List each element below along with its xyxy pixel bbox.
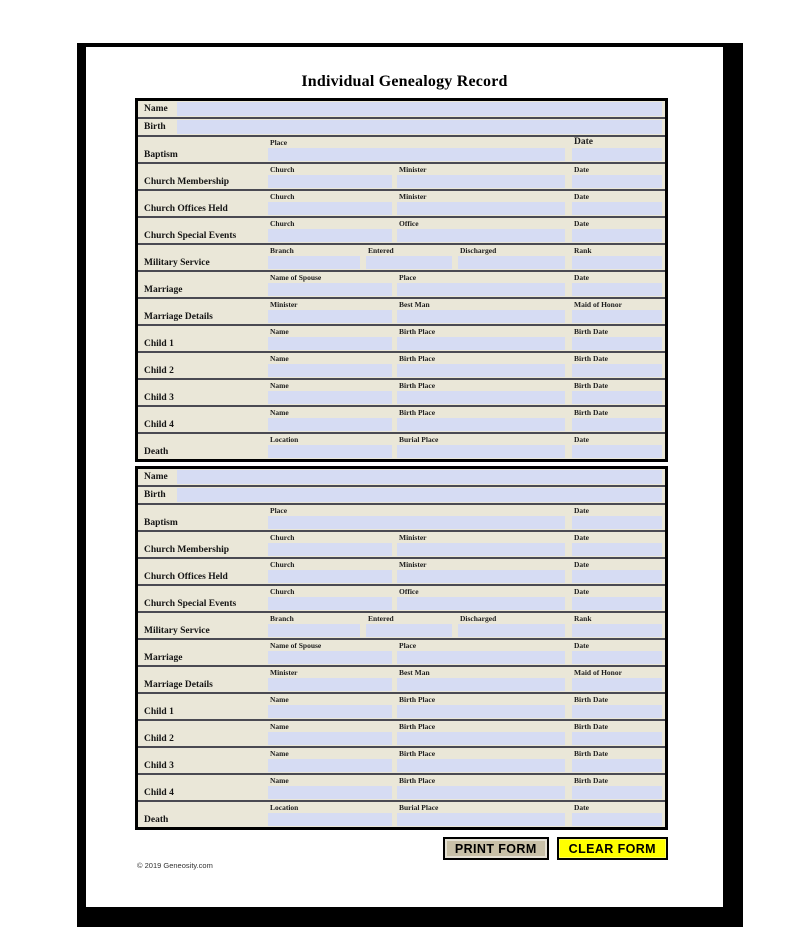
s1-child-1-birth-date-input[interactable]: [572, 337, 662, 350]
s2-baptism-date-input[interactable]: [572, 516, 662, 529]
row-name: [138, 469, 665, 485]
row-label: Child 1: [144, 339, 174, 349]
s1-marriage-date-input[interactable]: [572, 283, 662, 296]
field-label: Date: [574, 137, 593, 147]
field-label: Name: [270, 354, 289, 363]
field-label: Location: [270, 803, 299, 812]
s1-church-offices-held-church-input[interactable]: [268, 202, 392, 215]
field-label: Discharged: [460, 614, 497, 623]
field-label: Name: [270, 408, 289, 417]
s1-child-2-name-input[interactable]: [268, 364, 392, 377]
s2-name-input[interactable]: [177, 470, 662, 484]
s2-child-2-name-input[interactable]: [268, 732, 392, 745]
s1-child-1-name-input[interactable]: [268, 337, 392, 350]
s2-child-3-name-input[interactable]: [268, 759, 392, 772]
s1-marriage-details-maid-of-honor-input[interactable]: [572, 310, 662, 323]
field-label: Name: [270, 381, 289, 390]
row-label: Child 3: [144, 761, 174, 771]
row-label: Church Offices Held: [144, 572, 228, 582]
s1-church-special-events-office-input[interactable]: [397, 229, 565, 242]
row-child-1: [138, 692, 665, 719]
genealogy-form-section-2: [135, 466, 668, 830]
s1-child-3-birth-date-input[interactable]: [572, 391, 662, 404]
s2-baptism-place-input[interactable]: [268, 516, 565, 529]
row-label: Marriage: [144, 285, 183, 295]
row-label: Child 3: [144, 393, 174, 403]
field-label: Date: [574, 533, 589, 542]
row-label: Marriage Details: [144, 680, 213, 690]
footer-row: [135, 837, 668, 870]
row-baptism: [138, 503, 665, 530]
field-label: Date: [574, 560, 589, 569]
field-label: Date: [574, 192, 589, 201]
document-page: [77, 43, 743, 927]
field-label: Burial Place: [399, 803, 439, 812]
field-label: Birth Date: [574, 327, 608, 336]
field-label: Burial Place: [399, 435, 439, 444]
row-label: Baptism: [144, 518, 178, 528]
field-label: Birth Date: [574, 381, 608, 390]
s1-child-1-birth-place-input[interactable]: [397, 337, 565, 350]
field-label: Office: [399, 219, 419, 228]
row-label: Church Special Events: [144, 231, 237, 241]
s2-child-1-birth-place-input[interactable]: [397, 705, 565, 718]
field-label: Rank: [574, 246, 592, 255]
s2-child-4-name-input[interactable]: [268, 786, 392, 799]
field-label: Entered: [368, 246, 394, 255]
s2-death-date-input[interactable]: [572, 813, 662, 826]
field-label: Date: [574, 273, 589, 282]
field-label: Date: [574, 219, 589, 228]
row-label: Name: [144, 472, 168, 482]
row-label: Death: [144, 815, 169, 825]
s2-marriage-details-minister-input[interactable]: [268, 678, 392, 691]
s1-death-date-input[interactable]: [572, 445, 662, 458]
field-label: Minister: [270, 668, 298, 677]
s2-death-burial-place-input[interactable]: [397, 813, 565, 826]
s2-child-1-birth-date-input[interactable]: [572, 705, 662, 718]
row-child-1: [138, 324, 665, 351]
s1-baptism-date-input[interactable]: [572, 148, 662, 161]
field-label: Discharged: [460, 246, 497, 255]
field-label: Date: [574, 435, 589, 444]
s1-child-2-birth-date-input[interactable]: [572, 364, 662, 377]
s1-church-offices-held-date-input[interactable]: [572, 202, 662, 215]
s2-child-4-birth-place-input[interactable]: [397, 786, 565, 799]
row-death: [138, 800, 665, 827]
row-child-3: [138, 378, 665, 405]
row-church-membership: [138, 162, 665, 189]
field-label: Birth Date: [574, 408, 608, 417]
field-label: Location: [270, 435, 299, 444]
s1-child-4-birth-place-input[interactable]: [397, 418, 565, 431]
row-church-offices-held: [138, 557, 665, 584]
field-label: Birth Date: [574, 695, 608, 704]
s1-military-service-rank-input[interactable]: [572, 256, 662, 269]
field-label: Date: [574, 165, 589, 174]
row-military-service: [138, 243, 665, 270]
field-label: Place: [399, 641, 417, 650]
row-label: Church Special Events: [144, 599, 237, 609]
field-label: Branch: [270, 614, 294, 623]
field-label: Birth Place: [399, 327, 436, 336]
s1-marriage-place-input[interactable]: [397, 283, 565, 296]
s2-marriage-date-input[interactable]: [572, 651, 662, 664]
s2-child-2-birth-place-input[interactable]: [397, 732, 565, 745]
s1-church-membership-date-input[interactable]: [572, 175, 662, 188]
field-label: Name: [270, 776, 289, 785]
s2-child-1-name-input[interactable]: [268, 705, 392, 718]
field-label: Name: [270, 722, 289, 731]
s2-military-service-rank-input[interactable]: [572, 624, 662, 637]
field-label: Birth Place: [399, 408, 436, 417]
field-label: Birth Place: [399, 354, 436, 363]
row-birth: [138, 485, 665, 503]
field-label: Church: [270, 560, 295, 569]
s1-child-4-birth-date-input[interactable]: [572, 418, 662, 431]
row-name: [138, 101, 665, 117]
field-label: Date: [574, 506, 589, 515]
form-area: [135, 98, 668, 870]
row-label: Church Offices Held: [144, 204, 228, 214]
row-child-4: [138, 405, 665, 432]
s2-marriage-name-of-spouse-input[interactable]: [268, 651, 392, 664]
s2-church-special-events-office-input[interactable]: [397, 597, 565, 610]
s2-child-3-birth-date-input[interactable]: [572, 759, 662, 772]
field-label: Church: [270, 587, 295, 596]
field-label: Birth Place: [399, 776, 436, 785]
field-label: Birth Place: [399, 722, 436, 731]
copyright-text: © 2019 Geneosity.com: [137, 861, 213, 870]
clear-form-button[interactable]: CLEAR FORM: [557, 837, 668, 860]
field-label: Name: [270, 749, 289, 758]
field-label: Minister: [399, 560, 427, 569]
field-label: Best Man: [399, 300, 430, 309]
row-label: Military Service: [144, 258, 210, 268]
print-form-button[interactable]: PRINT FORM: [443, 837, 549, 860]
row-death: [138, 432, 665, 459]
row-child-2: [138, 719, 665, 746]
s2-church-special-events-church-input[interactable]: [268, 597, 392, 610]
s1-marriage-details-best-man-input[interactable]: [397, 310, 565, 323]
row-label: Child 4: [144, 420, 174, 430]
s2-child-2-birth-date-input[interactable]: [572, 732, 662, 745]
s1-child-2-birth-place-input[interactable]: [397, 364, 565, 377]
s2-military-service-branch-input[interactable]: [268, 624, 360, 637]
field-label: Maid of Honor: [574, 300, 622, 309]
field-label: Office: [399, 587, 419, 596]
s2-church-membership-date-input[interactable]: [572, 543, 662, 556]
row-child-4: [138, 773, 665, 800]
field-label: Best Man: [399, 668, 430, 677]
field-label: Minister: [399, 192, 427, 201]
s1-child-3-name-input[interactable]: [268, 391, 392, 404]
row-label: Child 4: [144, 788, 174, 798]
s2-military-service-discharged-input[interactable]: [458, 624, 565, 637]
field-label: Place: [270, 506, 288, 515]
row-marriage-details: [138, 297, 665, 324]
row-label: Birth: [144, 122, 166, 132]
field-label: Birth Place: [399, 695, 436, 704]
row-military-service: [138, 611, 665, 638]
field-label: Date: [574, 641, 589, 650]
row-label: Child 2: [144, 366, 174, 376]
field-label: Entered: [368, 614, 394, 623]
genealogy-form-section-1: [135, 98, 668, 462]
row-label: Child 2: [144, 734, 174, 744]
field-label: Place: [270, 138, 288, 147]
row-church-membership: [138, 530, 665, 557]
s1-baptism-place-input[interactable]: [268, 148, 565, 161]
field-label: Minister: [399, 165, 427, 174]
row-child-2: [138, 351, 665, 378]
row-label: Birth: [144, 490, 166, 500]
s1-church-membership-minister-input[interactable]: [397, 175, 565, 188]
s2-marriage-details-best-man-input[interactable]: [397, 678, 565, 691]
s1-church-special-events-date-input[interactable]: [572, 229, 662, 242]
s1-death-burial-place-input[interactable]: [397, 445, 565, 458]
s2-church-offices-held-minister-input[interactable]: [397, 570, 565, 583]
s2-church-offices-held-church-input[interactable]: [268, 570, 392, 583]
s1-military-service-entered-input[interactable]: [366, 256, 452, 269]
row-marriage-details: [138, 665, 665, 692]
s1-child-3-birth-place-input[interactable]: [397, 391, 565, 404]
s2-death-location-input[interactable]: [268, 813, 392, 826]
field-label: Maid of Honor: [574, 668, 622, 677]
row-marriage: [138, 270, 665, 297]
s2-church-offices-held-date-input[interactable]: [572, 570, 662, 583]
field-label: Date: [574, 803, 589, 812]
field-label: Birth Date: [574, 722, 608, 731]
row-church-special-events: [138, 216, 665, 243]
row-church-special-events: [138, 584, 665, 611]
row-birth: [138, 117, 665, 135]
row-label: Marriage: [144, 653, 183, 663]
page-title: Individual Genealogy Record: [301, 73, 508, 90]
s2-child-4-birth-date-input[interactable]: [572, 786, 662, 799]
s2-church-special-events-date-input[interactable]: [572, 597, 662, 610]
field-label: Birth Place: [399, 381, 436, 390]
row-label: Marriage Details: [144, 312, 213, 322]
row-marriage: [138, 638, 665, 665]
field-label: Church: [270, 219, 295, 228]
row-church-offices-held: [138, 189, 665, 216]
field-label: Church: [270, 192, 295, 201]
field-label: Place: [399, 273, 417, 282]
s2-child-3-birth-place-input[interactable]: [397, 759, 565, 772]
s1-military-service-branch-input[interactable]: [268, 256, 360, 269]
s2-marriage-place-input[interactable]: [397, 651, 565, 664]
field-label: Minister: [270, 300, 298, 309]
field-label: Name of Spouse: [270, 273, 322, 282]
s2-military-service-entered-input[interactable]: [366, 624, 452, 637]
row-label: Baptism: [144, 150, 178, 160]
field-label: Church: [270, 165, 295, 174]
row-label: Death: [144, 447, 169, 457]
field-label: Birth Place: [399, 749, 436, 758]
field-label: Birth Date: [574, 776, 608, 785]
field-label: Date: [574, 587, 589, 596]
field-label: Name of Spouse: [270, 641, 322, 650]
s1-death-location-input[interactable]: [268, 445, 392, 458]
s2-birth-input[interactable]: [177, 488, 662, 502]
s1-marriage-name-of-spouse-input[interactable]: [268, 283, 392, 296]
s1-church-special-events-church-input[interactable]: [268, 229, 392, 242]
s2-church-membership-minister-input[interactable]: [397, 543, 565, 556]
field-label: Minister: [399, 533, 427, 542]
field-label: Branch: [270, 246, 294, 255]
row-label: Church Membership: [144, 545, 230, 555]
row-child-3: [138, 746, 665, 773]
field-label: Rank: [574, 614, 592, 623]
row-label: Child 1: [144, 707, 174, 717]
s1-child-4-name-input[interactable]: [268, 418, 392, 431]
row-label: Military Service: [144, 626, 210, 636]
s2-marriage-details-maid-of-honor-input[interactable]: [572, 678, 662, 691]
row-label: Name: [144, 104, 168, 114]
s1-church-membership-church-input[interactable]: [268, 175, 392, 188]
s2-church-membership-church-input[interactable]: [268, 543, 392, 556]
field-label: Name: [270, 695, 289, 704]
s1-birth-input[interactable]: [177, 120, 662, 134]
s1-name-input[interactable]: [177, 102, 662, 116]
s1-church-offices-held-minister-input[interactable]: [397, 202, 565, 215]
field-label: Birth Date: [574, 749, 608, 758]
field-label: Birth Date: [574, 354, 608, 363]
row-label: Church Membership: [144, 177, 230, 187]
field-label: Name: [270, 327, 289, 336]
row-baptism: [138, 135, 665, 162]
s1-marriage-details-minister-input[interactable]: [268, 310, 392, 323]
s1-military-service-discharged-input[interactable]: [458, 256, 565, 269]
field-label: Church: [270, 533, 295, 542]
